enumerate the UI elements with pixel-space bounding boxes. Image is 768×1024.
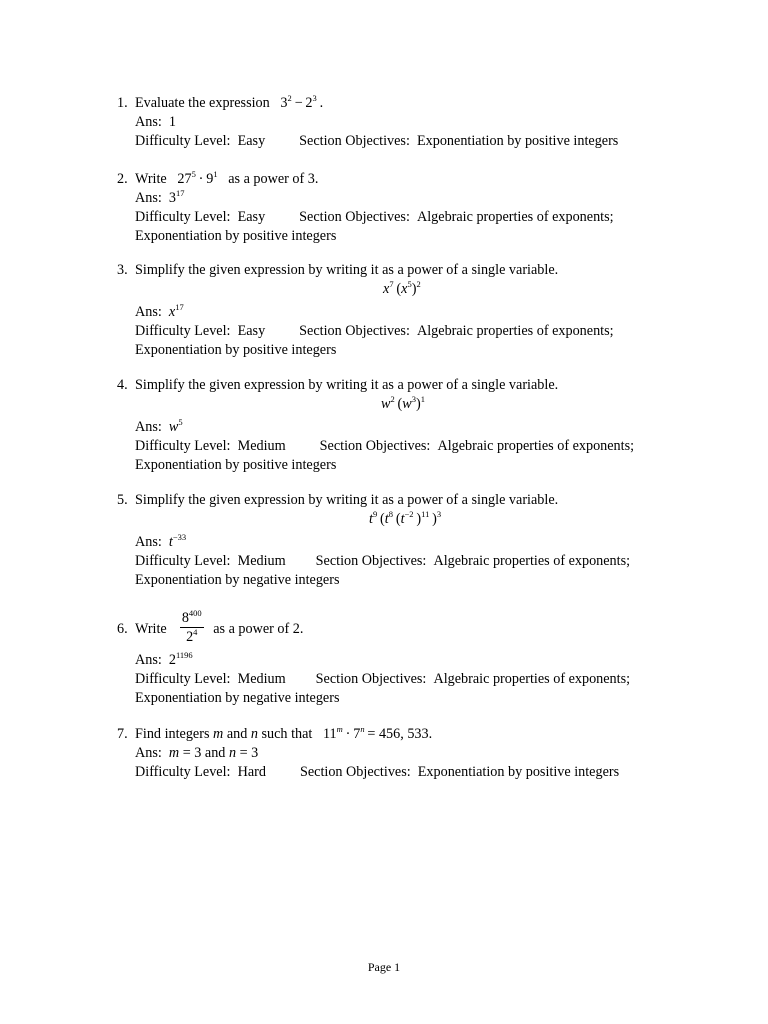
display-expression: $w^2$ $(w^3)^1$	[381, 394, 425, 412]
metadata-line-continued: Exponentiation by positive integers	[135, 228, 337, 244]
answer-line: Ans: $3^{17}$	[135, 188, 185, 206]
metadata-line: Difficulty Level: Easy Section Objectives: Exponentiation by positive integers	[135, 133, 619, 149]
objectives-value: Algebraic properties of exponents;	[416, 323, 614, 339]
answer-value: $2^{1196}$	[168, 650, 193, 668]
metadata-line-continued: Exponentiation by negative integers	[135, 572, 340, 588]
question-prompt: 6. Write $\frac{8^{400}}{2^4}$ as a power of 2.	[117, 607, 717, 651]
answer-line: Ans: $x^{17}$	[135, 302, 184, 320]
question-number: 5.	[117, 492, 128, 508]
display-expression: $t^9$ ($t^8$ ($t^{-2}$ )$^{11}$ )$^3$	[369, 509, 442, 527]
question-prompt: 1. Evaluate the expression $3^2 - 2^3$ .	[117, 93, 324, 111]
objectives-value: Exponentiation by positive integers	[417, 764, 620, 780]
answer-line: Ans: $w^5$	[135, 417, 183, 435]
metadata-line: Difficulty Level: Medium Section Objectives: Algebraic properties of exponents;	[135, 438, 635, 454]
answer-value: $t^{-33}$	[168, 532, 187, 550]
objectives-value: Algebraic properties of exponents;	[437, 438, 635, 454]
question-number: 2.	[117, 171, 128, 187]
question-prompt: 5. Simplify the given expression by writing it as a power of a single variable.	[117, 492, 559, 508]
answer-line: Ans: 1	[135, 114, 176, 130]
question-number: 7.	[117, 726, 128, 742]
metadata-line: Difficulty Level: Medium Section Objectives: Algebraic properties of exponents;	[135, 553, 631, 569]
math-expression: 11$^m$ · 7$^n$ = 456, 533.	[322, 724, 433, 742]
question-number: 3.	[117, 262, 128, 278]
question-number: 4.	[117, 377, 128, 393]
metadata-line-continued: Exponentiation by negative integers	[135, 690, 340, 706]
objectives-value: Algebraic properties of exponents;	[433, 671, 631, 687]
question-prompt: 2. Write $27^5 \cdot 9^1$ as a power of 3.	[117, 169, 319, 187]
answer-value: m = 3 and n = 3	[168, 745, 259, 761]
objectives-value: Exponentiation by positive integers	[416, 133, 619, 149]
objectives-value: Algebraic properties of exponents;	[416, 209, 614, 225]
difficulty-value: Easy	[237, 209, 266, 225]
page-number: Page 1	[367, 960, 401, 974]
question-number: 6.	[117, 621, 128, 637]
question-prompt: 3. Simplify the given expression by writing it as a power of a single variable.	[117, 262, 559, 278]
fraction-expression: $\frac{8^{400}}{2^4}$	[181, 608, 202, 646]
question-prompt: 4. Simplify the given expression by writing it as a power of a single variable.	[117, 377, 559, 393]
difficulty-value: Medium	[237, 671, 286, 687]
objectives-value: Algebraic properties of exponents;	[433, 553, 631, 569]
math-expression: $27^5 \cdot 9^1$	[177, 169, 218, 187]
answer-line: Ans: $t^{-33}$	[135, 532, 187, 550]
question-3	[117, 261, 717, 360]
difficulty-value: Medium	[237, 553, 286, 569]
difficulty-value: Hard	[237, 764, 266, 780]
question-2	[117, 170, 717, 246]
difficulty-value: Easy	[237, 133, 266, 149]
metadata-line-continued: Exponentiation by positive integers	[135, 457, 337, 473]
metadata-line: Difficulty Level: Easy Section Objectives: Algebraic properties of exponents;	[135, 323, 614, 339]
difficulty-value: Easy	[237, 323, 266, 339]
answer-value: $w^5$	[168, 417, 183, 435]
question-7	[117, 725, 717, 782]
question-number: 1.	[117, 95, 128, 111]
display-expression: $x^7$ $(x^5)^2$	[383, 279, 421, 297]
answer-line: Ans: m = 3 and n = 3	[135, 745, 259, 761]
question-5	[117, 491, 717, 590]
answer-value: $3^{17}$	[168, 188, 185, 206]
metadata-line-continued: Exponentiation by positive integers	[135, 342, 337, 358]
math-expression: $3^2 - 2^3$ .	[280, 93, 324, 111]
metadata-line: Difficulty Level: Hard Section Objectives: Exponentiation by positive integers	[135, 764, 620, 780]
answer-line: Ans: $2^{1196}$	[135, 650, 193, 668]
question-prompt: 7. Find integers m and n such that 11$^m$ · 7$^n$ = 456, 533.	[117, 724, 433, 742]
question-1	[117, 94, 717, 151]
metadata-line: Difficulty Level: Medium Section Objectives: Algebraic properties of exponents;	[135, 671, 631, 687]
metadata-line: Difficulty Level: Easy Section Objectives: Algebraic properties of exponents;	[135, 209, 614, 225]
question-6	[117, 607, 717, 708]
answer-value: $x^{17}$	[168, 302, 184, 320]
answer-value: 1	[168, 114, 176, 130]
question-4	[117, 376, 717, 475]
difficulty-value: Medium	[237, 438, 286, 454]
